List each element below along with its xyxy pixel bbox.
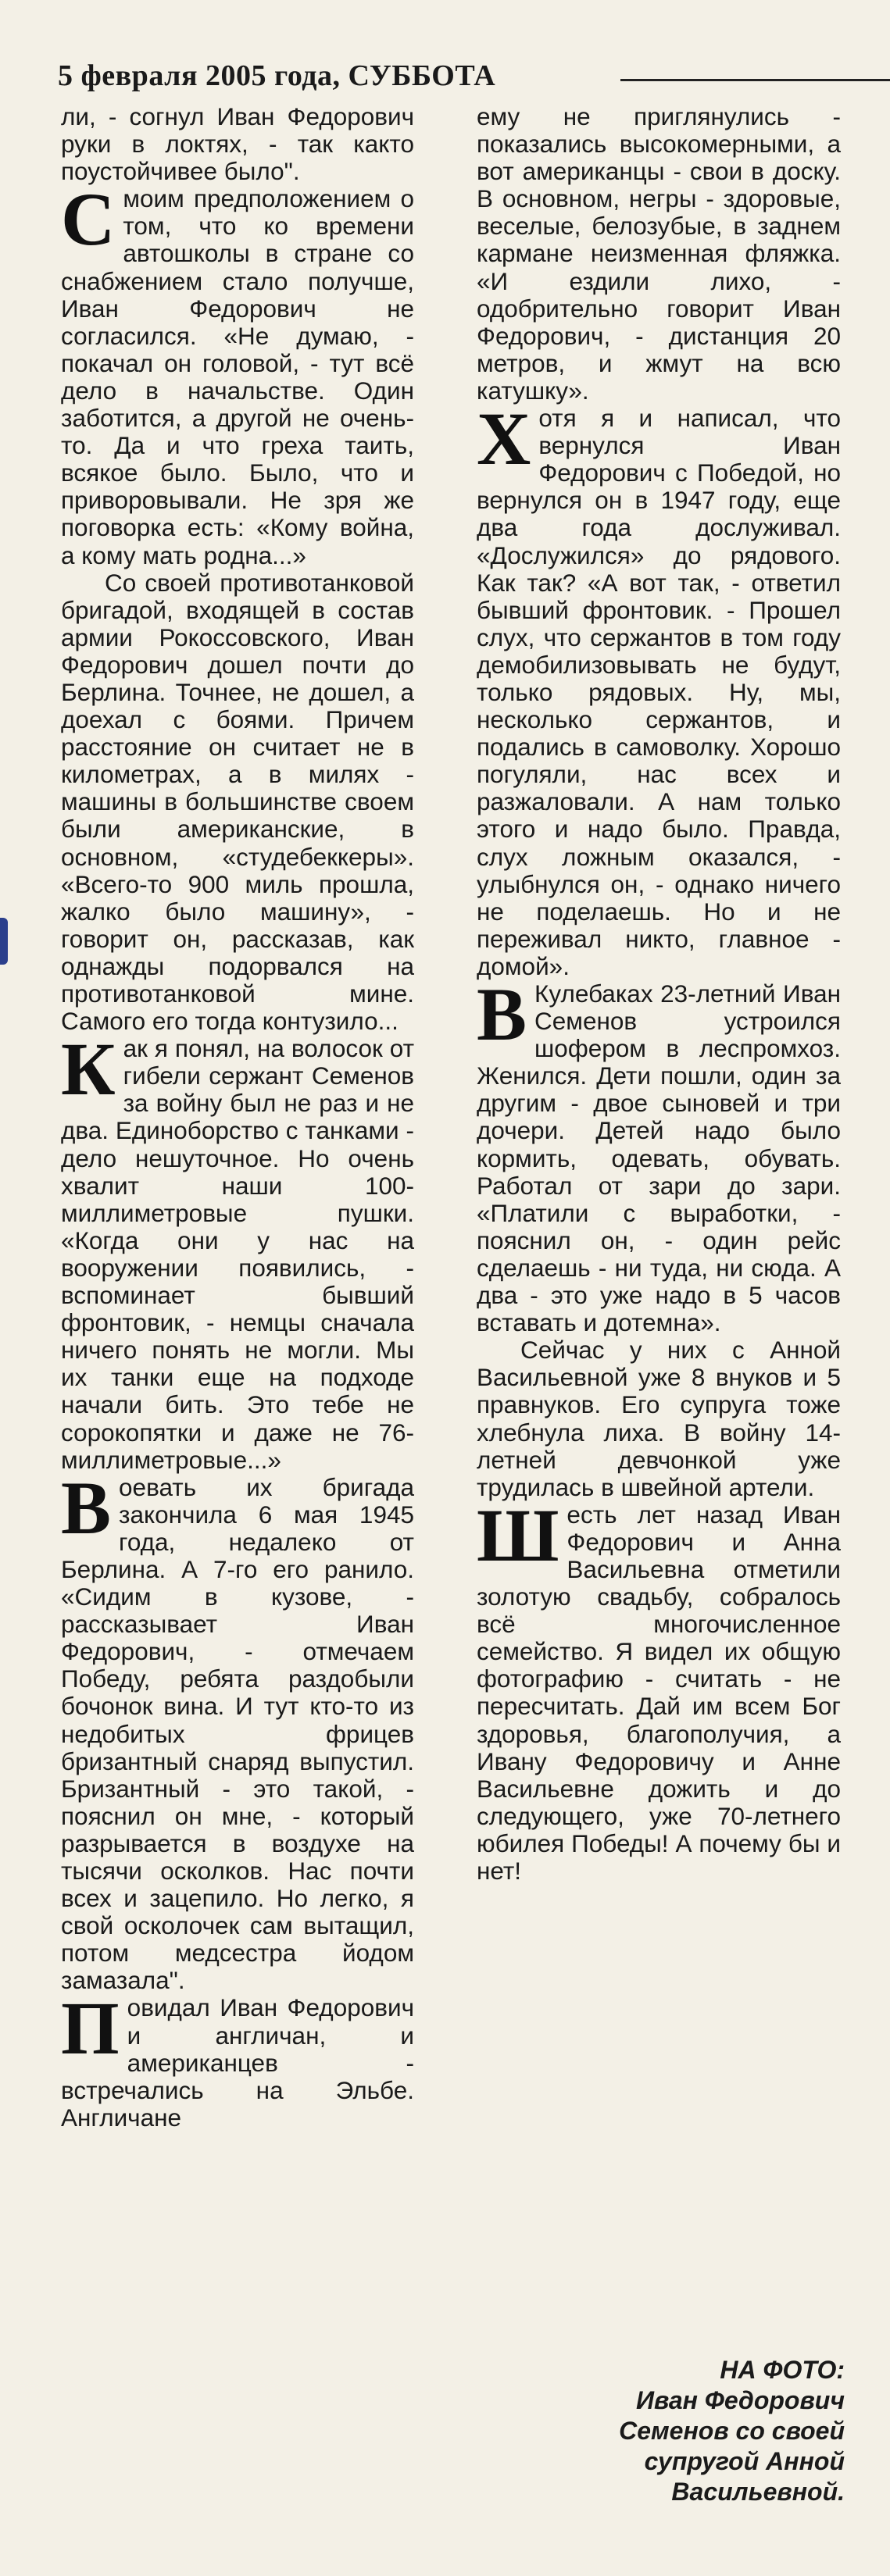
paragraph-text: ак я понял, на волосок от гибели сержант Семенов за войну был не раз и не два. Единоборство с танками - дело нешуточное. Но очень хвалит наши 100-миллиметровые пушки. «Когда они у нас на вооружении появились, - вспоминает бывший фронтовик, - немцы сначала ничего понять не могли. Мы их танки еще на подходе начали бить. Это тебе не сорокопятки и даже не 76-миллиметровые...» [61,1034,414,1474]
paragraph: Сейчас у них с Анной Васильевной уже 8 внуков и 5 правнуков. Его супруга тоже хлебнула лиха. В войну 14-летней девчонкой уже трудилась в швейной артели. [477,1336,841,1501]
caption-line: Иван Федорович [635,2386,845,2414]
paragraph [477,397,841,980]
caption-line: супругой Анной [644,2447,845,2475]
drop-cap: П [61,1986,120,2071]
right-column [477,103,841,1885]
drop-cap: В [477,972,527,1056]
paragraph: Со своей противотанковой бригадой, входящей в состав армии Рокоссовского, Иван Федорович дошел почти до Берлина. Точнее, не дошел, а доехал с боями. Причем расстояние он считает не в километрах, а в милях - машины в большинстве своем были американские, в основном, «студебеккеры». «Всего-то 900 миль прошла, жалко было машину», - говорит он, рассказав, как однажды подорвался на противотанковой мине. Самого его тогда контузило... [61,568,414,1036]
paragraph-text: отя я и написал, что вернулся Иван Федорович с Победой, но вернулся он в 1947 году, еще два года дослуживал. «Дослужился» до рядового. Как так? «А вот так, - ответил бывший фронтовик. - Прошел слух, что сержантов в том году демобилизовывать не будут, только рядовых. Ну, мы, несколько сержантов, и подались в самоволку. Хорошо погуляли, нас всех и разжаловали. А нам только этого и надо было. Правда, слух ложным оказался, - улыбнулся он, - однако ничего не поделаешь. Но и не переживал никто, главное - домой». [477,404,841,980]
paragraph [477,1493,841,1885]
paragraph-text: Кулебаках 23-летний Иван Семенов устроился шофером в леспромхоз. Женился. Дети пошли, один за другим - двое сыновей и три дочери. Детей надо было кормить, одевать, обувать. Работал от зари до зари. «Платили с выработки, - пояснил он, - один рейс сделаешь - ни туда, ни сюда. А два - это уже надо в 5 часов вставать и дотемна». [477,979,841,1337]
paragraph [61,1027,414,1474]
drop-cap: С [61,177,116,262]
paragraph-text: оевать их бригада закончила 6 мая 1945 года, недалеко от Берлина. А 7-го его ранило. «Сидим в кузове, - рассказывает Иван Федорович, - отмечаем Победу, ребята раздобыли бочонок вина. И тут кто-то из недобитых фрицев бризантный снаряд выпустил. Бризантный - это такой, - пояснил он мне, - который разрывается в воздухе на тысячи осколков. Нас почти всех и зацепило. Но легко, я свой осколочек сам вытащил, потом медсестра йодом замазала". [61,1472,414,1995]
paragraph: ли, - согнул Иван Федорович руки в локтях, - так както поустойчивее было". [61,102,414,186]
paragraph-text: овидал Иван Федорович и англичан, и американцев - встречались на Эльбе. Англичане [61,1993,414,2132]
paragraph [61,177,414,569]
paragraph-text: есть лет назад Иван Федорович и Анна Васильевна отметили золотую свадьбу, собралось всё многочисленное семейство. Я видел их общую фотографию - считать - не пересчитать. Дай им всем Бог здоровья, благополучия, а Ивану Федоровичу и Анне Васильевне дожить и до следующего, уже 70-летнего юбилея Победы! А почему бы и нет! [477,1500,841,1885]
drop-cap: В [61,1465,112,1550]
photo-caption [438,2355,845,2507]
left-column [61,103,414,2132]
binding-mark [0,918,8,965]
paragraph [477,972,841,1337]
paragraph [61,1986,414,2132]
header-rule [620,79,890,81]
paragraph [61,1465,414,1995]
drop-cap: Х [477,397,531,481]
date-line: 5 февраля 2005 года, СУББОТА [58,59,496,92]
page-header [58,59,890,105]
drop-cap: Ш [477,1493,559,1577]
caption-line: Семенов со своей [619,2417,845,2445]
caption-line: НА ФОТО: [720,2356,845,2384]
drop-cap: К [61,1027,116,1111]
paragraph: ему не приглянулись - показались высокомерными, а вот американцы - свои в доску. В основном, негры - здоровые, веселые, белозубые, в заднем кармане неизменная фляжка. «И ездили лихо, - одобрительно говорит Иван Федорович, - дистанция 20 метров, и жмут на всю катушку». [477,102,841,405]
paragraph-text: моим предположением о том, что ко времени автошколы в стране со снабжением стало получше, Иван Федорович не согласился. «Не думаю, - покачал он головой, - тут всё дело в начальстве. Один заботится, а другой не очень-то. Да и что греха таить, всякое было. Было, что и приворовывали. Не зря же поговорка есть: «Кому война, а кому мать родна...» [61,184,414,569]
caption-line: Васильевной. [671,2478,845,2506]
